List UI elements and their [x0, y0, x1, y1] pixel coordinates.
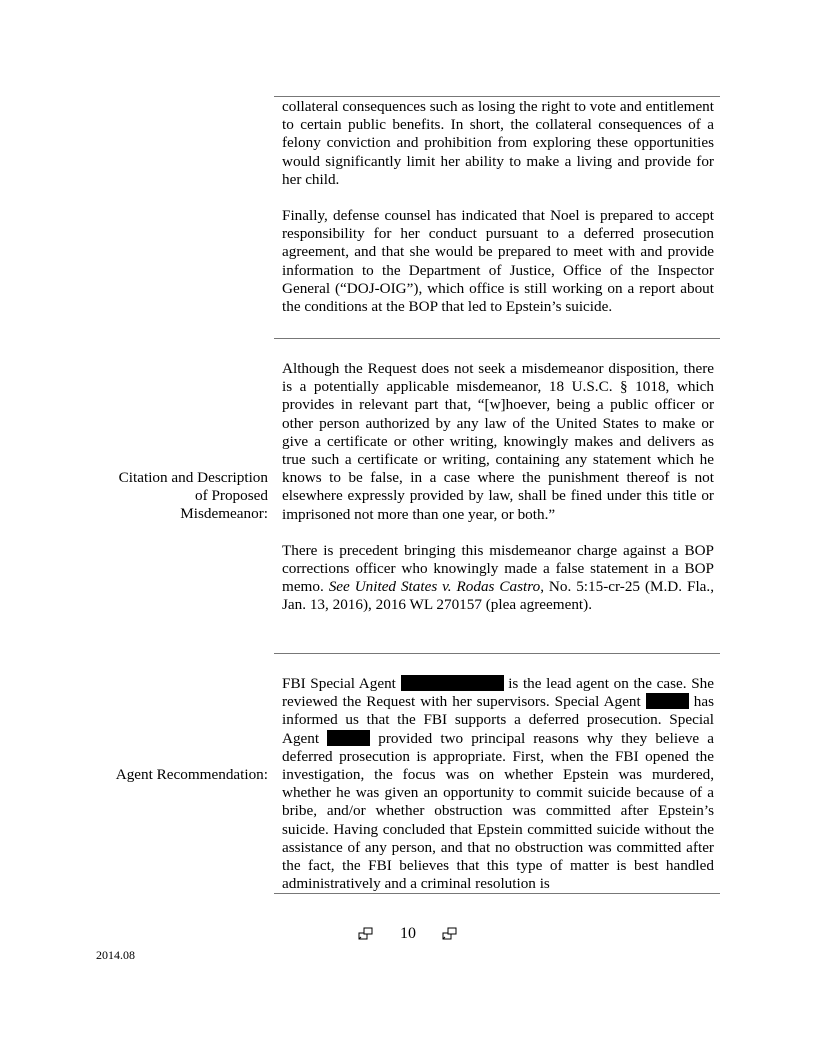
page-footer [0, 925, 816, 943]
redaction-box [327, 730, 370, 746]
rule-after-top [274, 338, 720, 339]
citation-details: , No. 5:15-cr-25 (M.D. Fla., Jan. 13, 2016), 2016 WL 270157 (plea agreement). [282, 578, 714, 614]
misdemeanor-statute-paragraph: Although the Request does not seek a misdemeanor disposition, there is a potentially applicable misdemeanor, 18 U.S.C. § 1018, which provides in relevant part that, “[w]hoever, being a public officer or other person authorized by any law of the United States to make or give a certificate or other writing, knowingly makes and delivers as true such a certificate or writing, containing any statement which he knows to be false, in a case where the punishment thereof is not elsewhere expressly provided by law, shall be fined under this title or imprisoned not more than one year, or both.” [282, 360, 714, 523]
redaction-box [646, 693, 689, 709]
rule-top [274, 96, 720, 97]
rule-bottom [274, 893, 720, 894]
form-code: 2014.08 [96, 948, 135, 962]
agent-recommendation-label: Agent Recommendation: [115, 766, 268, 783]
agent-recommendation-paragraph [282, 675, 714, 893]
misdemeanor-label [88, 469, 268, 524]
agent-text-2: is the lead agent on the case. She reviewed the Request with her supervisors. Special Agent [282, 675, 714, 711]
rule-after-misdemeanor [274, 653, 720, 654]
precedent-paragraph [282, 542, 714, 615]
continued-text-block [282, 98, 714, 316]
case-citation: See United States v. Rodas Castro [328, 578, 541, 596]
redaction-box [401, 675, 504, 691]
precedent-text: There is precedent bringing this misdemeanor charge against a BOP corrections officer who knowingly made a false statement in a BOP memo. [282, 541, 714, 596]
defense-counsel-paragraph: Finally, defense counsel has indicated that Noel is prepared to accept responsibility for her conduct pursuant to a deferred prosecution agreement, and that she would be prepared to meet with and provide information to the Department of Justice, Office of the Inspector General (“DOJ-OIG”), which office is still working on a report about the conditions at the BOP that led to Epstein’s suicide. [282, 207, 714, 316]
agent-text-1: FBI Special Agent [282, 675, 401, 692]
page-ornament-left-icon [358, 927, 374, 941]
misdemeanor-label-line-3: Misdemeanor: [180, 505, 268, 523]
collateral-consequences-paragraph: collateral consequences such as losing the right to vote and entitlement to certain public benefits. In short, the collateral consequences of a felony conviction and prohibition from exploring these opportunities would significantly limit her ability to make a living and provide for her child. [282, 98, 714, 188]
agent-recommendation-text-block [282, 675, 714, 893]
misdemeanor-label-line-2: of Proposed [195, 487, 268, 505]
page-ornament-right-icon [442, 927, 458, 941]
page-number: 10 [400, 925, 416, 943]
agent-text-3: has informed us that the FBI supports a deferred prosecution. Special Agent [282, 693, 714, 747]
misdemeanor-label-line-1: Citation and Description [118, 469, 268, 486]
misdemeanor-text-block [282, 360, 714, 615]
agent-text-4: provided two principal reasons why they believe a deferred prosecution is appropriate. First, when the FBI opened the investigation, the focus was on whether Epstein was murdered, whether he was given an opportunity to commit suicide because of a bribe, and/or whether obstruction was committed after Epstein’s suicide. Having concluded that Epstein committed suicide without the assistance of any person, and that no obstruction was committed after the fact, the FBI believes that this type of matter is best handled administratively and a criminal resolution is [282, 729, 714, 893]
